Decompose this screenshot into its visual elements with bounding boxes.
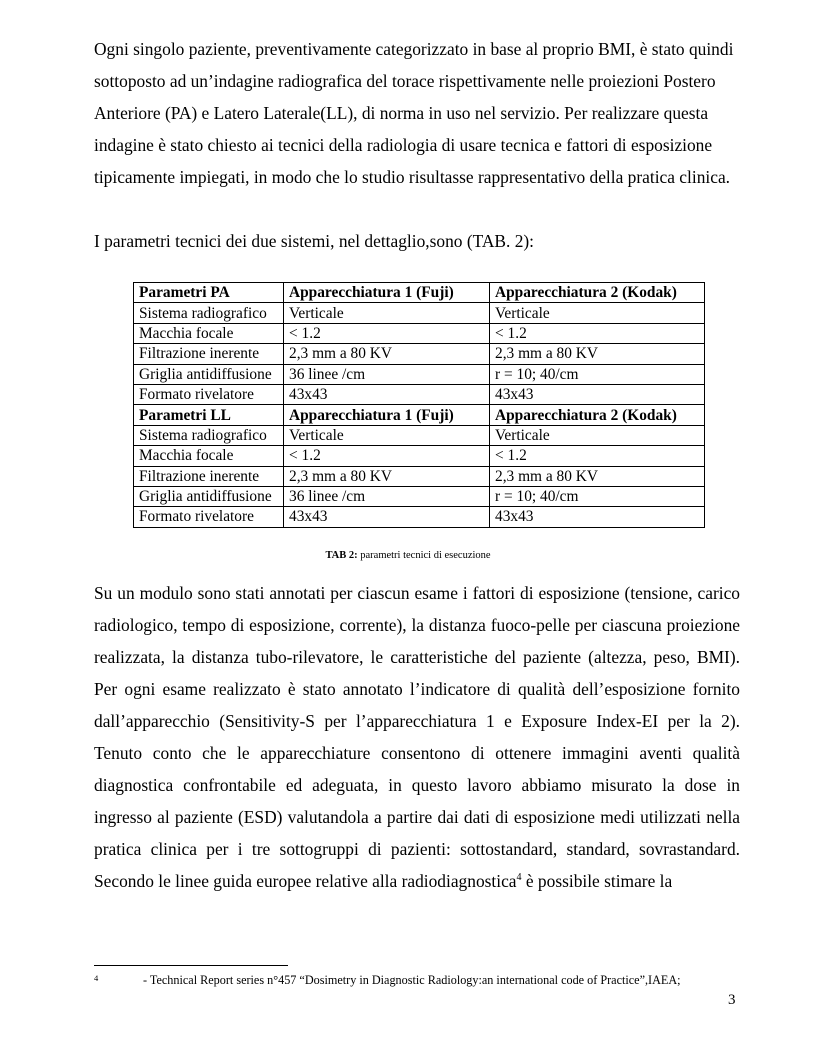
table-row: [134, 507, 705, 527]
paragraph-table-intro: I parametri tecnici dei due sistemi, nel dettaglio,sono (TAB. 2):: [94, 231, 535, 251]
paragraph-intro: Ogni singolo paziente, preventivamente categorizzato in base al proprio BMI, è stato quindi sottoposto ad un’indagine radiografica del torace rispettivamente nelle proiezioni Postero Anteriore (PA) e Latero Laterale(LL), di norma in uso nel servizio. Per realizzare questa indagine è stato chiesto ai tecnici della radiologia di usare tecnica e fattori di esposizione tipicamente impiegati, in modo che lo studio risultasse rappresentativo della pratica clinica.: [94, 39, 734, 187]
caption-label: TAB 2:: [325, 550, 358, 561]
table-cell: 2,3 mm a 80 KV: [284, 344, 490, 364]
table-cell: Parametri PA: [134, 283, 284, 303]
table-cell: r = 10; 40/cm: [490, 364, 705, 384]
footnote-divider: [94, 965, 288, 966]
caption-text: parametri tecnici di esecuzione: [357, 550, 491, 561]
table-cell: Macchia focale: [134, 446, 284, 466]
table-cell: Formato rivelatore: [134, 384, 284, 404]
table-row: [134, 446, 705, 466]
table-row: [134, 364, 705, 384]
table-cell: Apparecchiatura 1 (Fuji): [284, 405, 490, 425]
table-cell: 2,3 mm a 80 KV: [490, 344, 705, 364]
table-cell: < 1.2: [490, 446, 705, 466]
paragraph-methods-tail: è possibile stimare la: [521, 871, 673, 891]
table-cell: 2,3 mm a 80 KV: [490, 466, 705, 486]
table-row: [134, 486, 705, 506]
table-cell: 43x43: [284, 384, 490, 404]
table-row: [134, 323, 705, 343]
table-row: [134, 466, 705, 486]
footnote-mark: 4: [94, 973, 99, 983]
table-row: [134, 303, 705, 323]
table-cell: 43x43: [284, 507, 490, 527]
table-cell: Verticale: [490, 425, 705, 445]
paragraph-methods-text: Su un modulo sono stati annotati per ciascun esame i fattori di esposizione (tensione, carico radiologico, tempo di esposizione, corrente), la distanza fuoco-pelle per ciascuna proiezione realizzata, la distanza tubo-rilevatore, le caratteristiche del paziente (altezza, peso, BMI). Per ogni esame realizzato è stato annotato l’indicatore di qualità dell’esposizione fornito dall’apparecchio (Sensitivity-S per l’apparecchiatura 1 e Exposure Index-EI per la 2). Tenuto conto che le apparecchiature consentono di ottenere immagini aventi qualità diagnostica confrontabile ed adeguata, in questo lavoro abbiamo misurato la dose in ingresso al paziente (ESD) valutandola a partire dai dati di esposizione medi utilizzati nella pratica clinica per i tre sottogruppi di pazienti: sottostandard, standard, sovrastandard. Secondo le linee guida europee relative alla radiodiagnostica: [94, 583, 740, 891]
table-cell: Filtrazione inerente: [134, 344, 284, 364]
table-cell: < 1.2: [284, 446, 490, 466]
technical-parameters-table: [133, 282, 705, 528]
table-cell: Griglia antidiffusione: [134, 364, 284, 384]
table-cell: < 1.2: [490, 323, 705, 343]
page-number: 3: [728, 992, 736, 1008]
table-cell: Sistema radiografico: [134, 425, 284, 445]
table-cell: 36 linee /cm: [284, 364, 490, 384]
paragraph-methods: [94, 577, 740, 897]
table-cell: Verticale: [490, 303, 705, 323]
table-cell: Verticale: [284, 303, 490, 323]
table-cell: Parametri LL: [134, 405, 284, 425]
footnote-reference: 4: [516, 872, 522, 883]
table-cell: 43x43: [490, 384, 705, 404]
table-cell: Verticale: [284, 425, 490, 445]
table-cell: Sistema radiografico: [134, 303, 284, 323]
table-cell: Apparecchiatura 1 (Fuji): [284, 283, 490, 303]
table-cell: Macchia focale: [134, 323, 284, 343]
table-cell: r = 10; 40/cm: [490, 486, 705, 506]
table-cell: Filtrazione inerente: [134, 466, 284, 486]
table-cell: < 1.2: [284, 323, 490, 343]
table-cell: Griglia antidiffusione: [134, 486, 284, 506]
table-caption: [0, 549, 816, 563]
table-row: [134, 344, 705, 364]
table-cell: 2,3 mm a 80 KV: [284, 466, 490, 486]
table-row: [134, 384, 705, 404]
table-row: [134, 405, 705, 425]
table-row: [134, 425, 705, 445]
footnote-text: - Technical Report series n°457 “Dosimetry in Diagnostic Radiology:an international code of Practice”,IAEA;: [143, 973, 681, 987]
table-cell: 43x43: [490, 507, 705, 527]
table-cell: Apparecchiatura 2 (Kodak): [490, 283, 705, 303]
table-cell: Apparecchiatura 2 (Kodak): [490, 405, 705, 425]
table-cell: 36 linee /cm: [284, 486, 490, 506]
table-cell: Formato rivelatore: [134, 507, 284, 527]
table-row: [134, 283, 705, 303]
